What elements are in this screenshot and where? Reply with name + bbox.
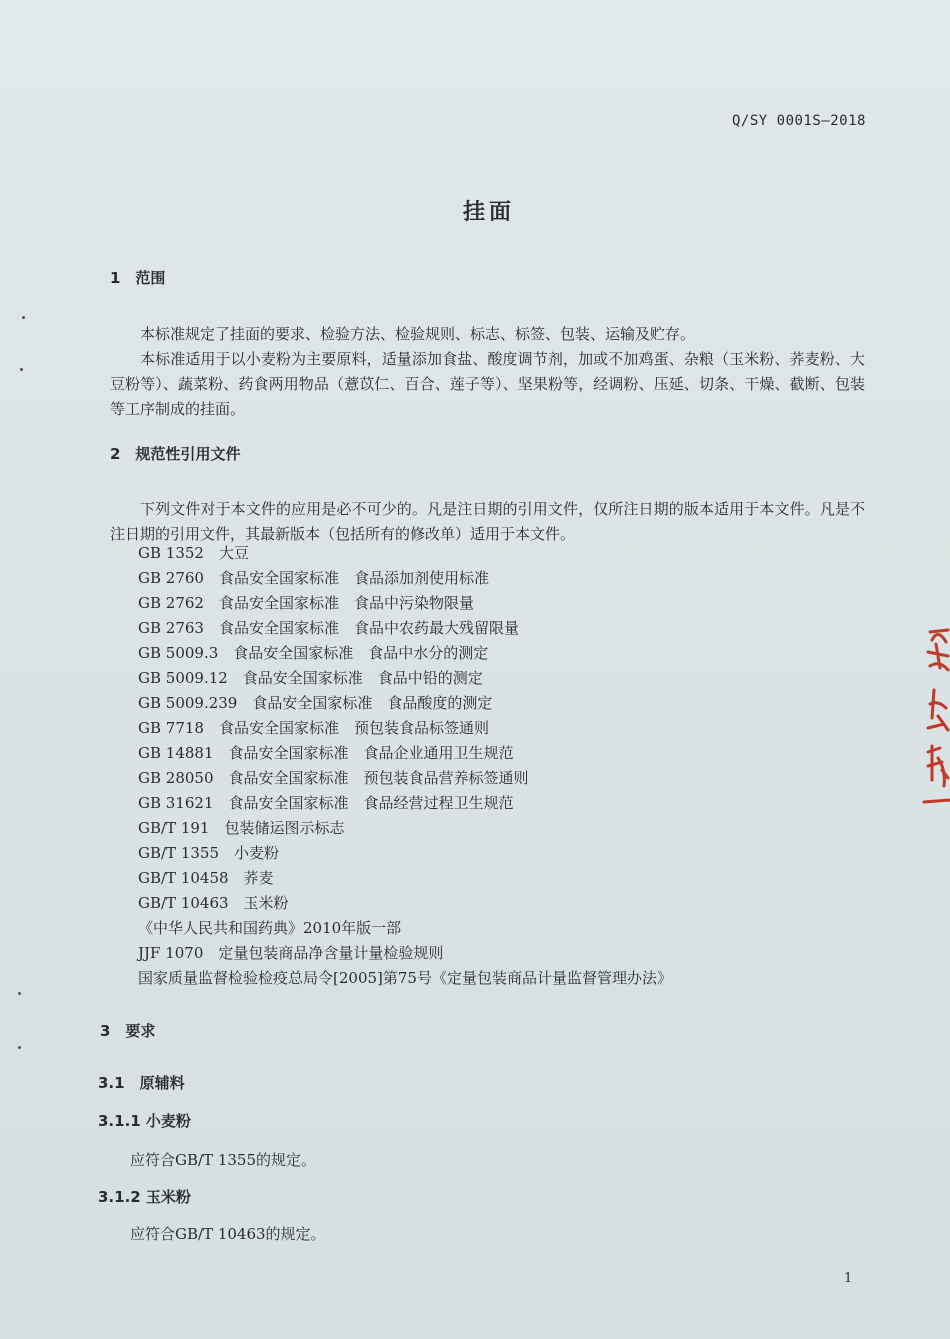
- section-2-heading: 2 规范性引用文件: [110, 445, 241, 463]
- reference-item: GB/T 10463 玉米粉: [138, 894, 289, 912]
- standard-code: Q/SY 0001S—2018: [732, 113, 866, 129]
- section-3-1-1-text: 应符合GB/T 1355的规定。: [130, 1151, 317, 1169]
- section-1-heading: 1 范围: [110, 269, 166, 287]
- section-3-heading: 3 要求: [100, 1022, 156, 1040]
- reference-item: GB 5009.12 食品安全国家标准 食品中铅的测定: [138, 669, 483, 687]
- section-3-1-2-text: 应符合GB/T 10463的规定。: [130, 1225, 326, 1243]
- margin-speck: [20, 368, 23, 371]
- margin-speck: [18, 992, 21, 995]
- section-1-paragraph-1: 本标准规定了挂面的要求、检验方法、检验规则、标志、标签、包装、运输及贮存。: [140, 325, 696, 343]
- reference-item: GB 5009.239 食品安全国家标准 食品酸度的测定: [138, 694, 493, 712]
- reference-item: GB 5009.3 食品安全国家标准 食品中水分的测定: [138, 644, 489, 662]
- reference-item: GB 31621 食品安全国家标准 食品经营过程卫生规范: [138, 794, 514, 812]
- reference-item: 国家质量监督检验检疫总局令[2005]第75号《定量包装商品计量监督管理办法》: [138, 969, 672, 987]
- section-3-1-2-heading: 3.1.2 玉米粉: [98, 1188, 191, 1206]
- section-3-1-1-heading: 3.1.1 小麦粉: [98, 1112, 191, 1130]
- reference-item: GB/T 1355 小麦粉: [138, 844, 280, 862]
- reference-item: GB 28050 食品安全国家标准 预包装食品营养标签通则: [138, 769, 529, 787]
- section-1-paragraph-2: 本标准适用于以小麦粉为主要原料，适量添加食盐、酸度调节剂，加或不加鸡蛋、杂粮（玉米粉、荞麦粉、大豆粉等）、蔬菜粉、药食两用物品（薏苡仁、百合、莲子等）、坚果粉等，经调粉、压延、切条、干燥、截断、包装等工序制成的挂面。: [110, 350, 865, 418]
- reference-item: GB/T 191 包装储运图示标志: [138, 819, 345, 837]
- margin-speck: [18, 1046, 21, 1049]
- reference-item: JJF 1070 定量包装商品净含量计量检验规则: [138, 944, 444, 962]
- seal-stamp-graphic: [920, 620, 950, 820]
- document-title: 挂面: [463, 200, 516, 225]
- reference-item: GB 2760 食品安全国家标准 食品添加剂使用标准: [138, 569, 489, 587]
- reference-item: GB 7718 食品安全国家标准 预包装食品标签通则: [138, 719, 489, 737]
- reference-item: GB/T 10458 荞麦: [138, 869, 274, 887]
- reference-list: [138, 541, 672, 991]
- reference-item: GB 1352 大豆: [138, 544, 249, 562]
- reference-item: GB 2763 食品安全国家标准 食品中农药最大残留限量: [138, 619, 519, 637]
- reference-item: GB 2762 食品安全国家标准 食品中污染物限量: [138, 594, 474, 612]
- reference-item: GB 14881 食品安全国家标准 食品企业通用卫生规范: [138, 744, 514, 762]
- reference-item: 《中华人民共和国药典》2010年版一部: [138, 919, 402, 937]
- section-3-1-heading: 3.1 原辅料: [98, 1074, 185, 1092]
- section-2-intro: 下列文件对于本文件的应用是必不可少的。凡是注日期的引用文件，仅所注日期的版本适用于本文件。凡是不注日期的引用文件，其最新版本（包括所有的修改单）适用于本文件。: [110, 500, 865, 543]
- page-number: 1: [844, 1271, 853, 1286]
- margin-speck: [22, 316, 25, 319]
